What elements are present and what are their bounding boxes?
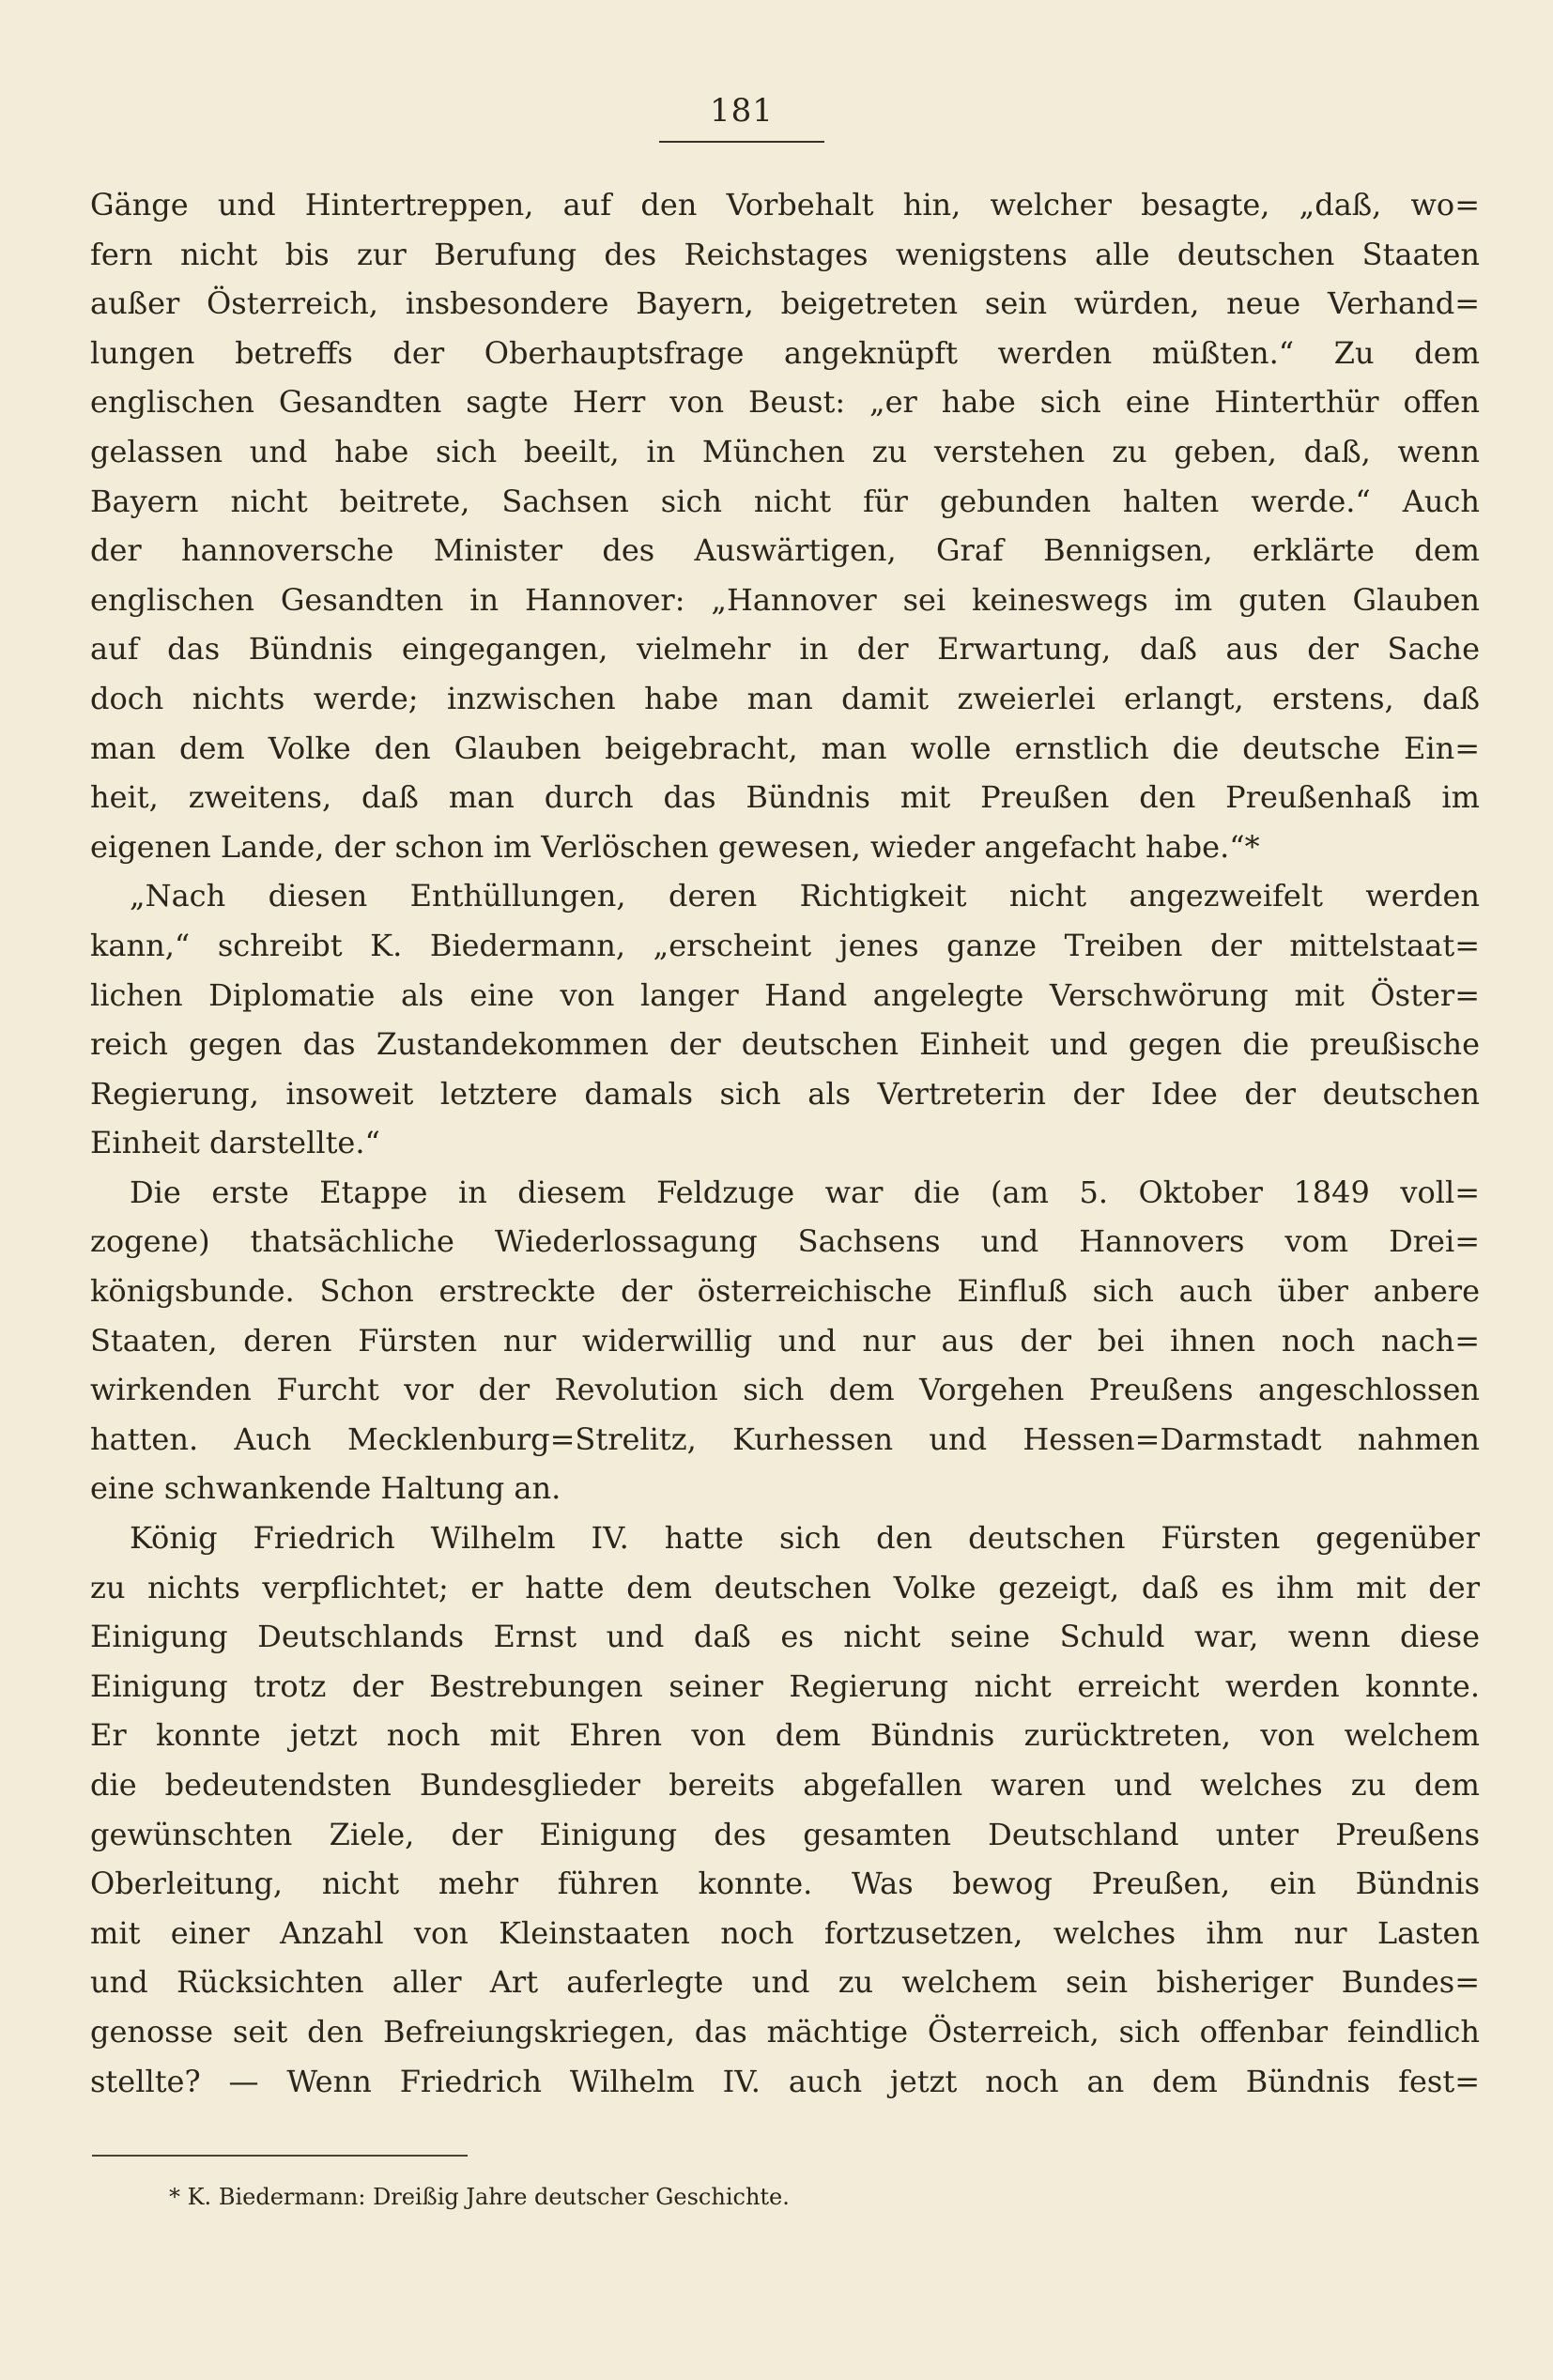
text-line: mit einer Anzahl von Kleinstaaten noch fortzusetzen, welches ihm nur Lasten <box>90 1914 1480 1951</box>
text-line: Regierung, insoweit letztere damals sich als Vertreterin der Idee der deutschen <box>90 1075 1480 1112</box>
text-line: hatten. Auch Mecklenburg=Strelitz, Kurhessen und Hessen=Darmstadt nahmen <box>90 1420 1480 1457</box>
text-line: Einigung trotz der Bestrebungen seiner Regierung nicht erreicht werden konnte. <box>90 1667 1480 1704</box>
text-line: „Nach diesen Enthüllungen, deren Richtigkeit nicht angezweifelt werden <box>130 878 1480 914</box>
text-line: die bedeutendsten Bundesglieder bereits abgefallen waren und welches zu dem <box>90 1767 1480 1803</box>
text-line: reich gegen das Zustandekommen der deutschen Einheit und gegen die preußische <box>90 1026 1480 1063</box>
text-line: wirkenden Furcht vor der Revolution sich dem Vorgehen Preußens angeschlossen <box>90 1372 1480 1408</box>
text-line: Gänge und Hintertreppen, auf den Vorbehalt hin, welcher besagte, „daß, wo= <box>90 187 1480 223</box>
text-line: außer Österreich, insbesondere Bayern, beigetreten sein würden, neue Verhand= <box>90 285 1480 322</box>
text-line: englischen Gesandten sagte Herr von Beust: „er habe sich eine Hinterthür offen <box>90 384 1480 421</box>
text-line: Einheit darstellte.“ <box>90 1125 380 1161</box>
text-line: der hannoversche Minister des Auswärtigen, Graf Bennigsen, erklärte dem <box>90 532 1480 569</box>
text-line: Bayern nicht beitrete, Sachsen sich nicht für gebunden halten werde.“ Auch <box>90 483 1480 519</box>
text-line: gelassen und habe sich beeilt, in München zu verstehen zu geben, daß, wenn <box>90 433 1480 469</box>
text-line: eigenen Lande, der schon im Verlöschen gewesen, wieder angefacht habe.“* <box>90 828 1260 865</box>
page-number: 181 <box>710 92 774 130</box>
text-line: lichen Diplomatie als eine von langer Hand angelegte Verschwörung mit Öster= <box>90 976 1480 1013</box>
text-line: englischen Gesandten in Hannover: „Hannover sei keineswegs im guten Glauben <box>90 581 1480 618</box>
text-line: zu nichts verpflichtet; er hatte dem deutschen Volke gezeigt, daß es ihm mit der <box>90 1569 1480 1605</box>
footnote-rule <box>92 2155 468 2157</box>
text-line: kann,“ schreibt K. Biedermann, „erscheint jenes ganze Treiben der mittelstaat= <box>90 927 1480 963</box>
text-line: stellte? — Wenn Friedrich Wilhelm IV. auch jetzt noch an dem Bündnis fest= <box>90 2063 1480 2099</box>
text-line: gewünschten Ziele, der Einigung des gesamten Deutschland unter Preußens <box>90 1816 1480 1852</box>
text-line: Einigung Deutschlands Ernst und daß es nicht seine Schuld war, wenn diese <box>90 1619 1480 1655</box>
text-line: und Rücksichten aller Art auferlegte und zu welchem sein bisheriger Bundes= <box>90 1964 1480 2001</box>
text-line: genosse seit den Befreiungskriegen, das mächtige Österreich, sich offenbar feindlich <box>90 2013 1480 2050</box>
text-line: königsbunde. Schon erstreckte der österreichische Einfluß sich auch über anbere <box>90 1273 1480 1310</box>
text-line: heit, zweitens, daß man durch das Bündnis mit Preußen den Preußenhaß im <box>90 779 1480 816</box>
text-line: auf das Bündnis eingegangen, vielmehr in der Erwartung, daß aus der Sache <box>90 631 1480 668</box>
header-rule <box>659 141 824 143</box>
body-text <box>90 180 1480 2106</box>
text-line: eine schwankende Haltung an. <box>90 1470 561 1507</box>
text-line: doch nichts werde; inzwischen habe man damit zweierlei erlangt, erstens, daß <box>90 680 1480 716</box>
text-line: fern nicht bis zur Berufung des Reichstages wenigstens alle deutschen Staaten <box>90 236 1480 272</box>
text-line: König Friedrich Wilhelm IV. hatte sich den deutschen Fürsten gegenüber <box>130 1520 1480 1557</box>
text-line: Oberleitung, nicht mehr führen konnte. Was bewog Preußen, ein Bündnis <box>90 1866 1480 1902</box>
text-line: Staaten, deren Fürsten nur widerwillig und nur aus der bei ihnen noch nach= <box>90 1322 1480 1359</box>
text-line: lungen betreffs der Oberhauptsfrage angeknüpft werden müßten.“ Zu dem <box>90 334 1480 371</box>
text-line: Die erste Etappe in diesem Feldzuge war die (am 5. Oktober 1849 voll= <box>130 1174 1480 1210</box>
text-line: zogene) thatsächliche Wiederlossagung Sachsens und Hannovers vom Drei= <box>90 1223 1480 1260</box>
footnote: * K. Biedermann: Dreißig Jahre deutscher Geschichte. <box>169 2184 790 2210</box>
text-line: man dem Volke den Glauben beigebracht, man wolle ernstlich die deutsche Ein= <box>90 729 1480 766</box>
text-line: Er konnte jetzt noch mit Ehren von dem Bündnis zurücktreten, von welchem <box>90 1717 1480 1754</box>
